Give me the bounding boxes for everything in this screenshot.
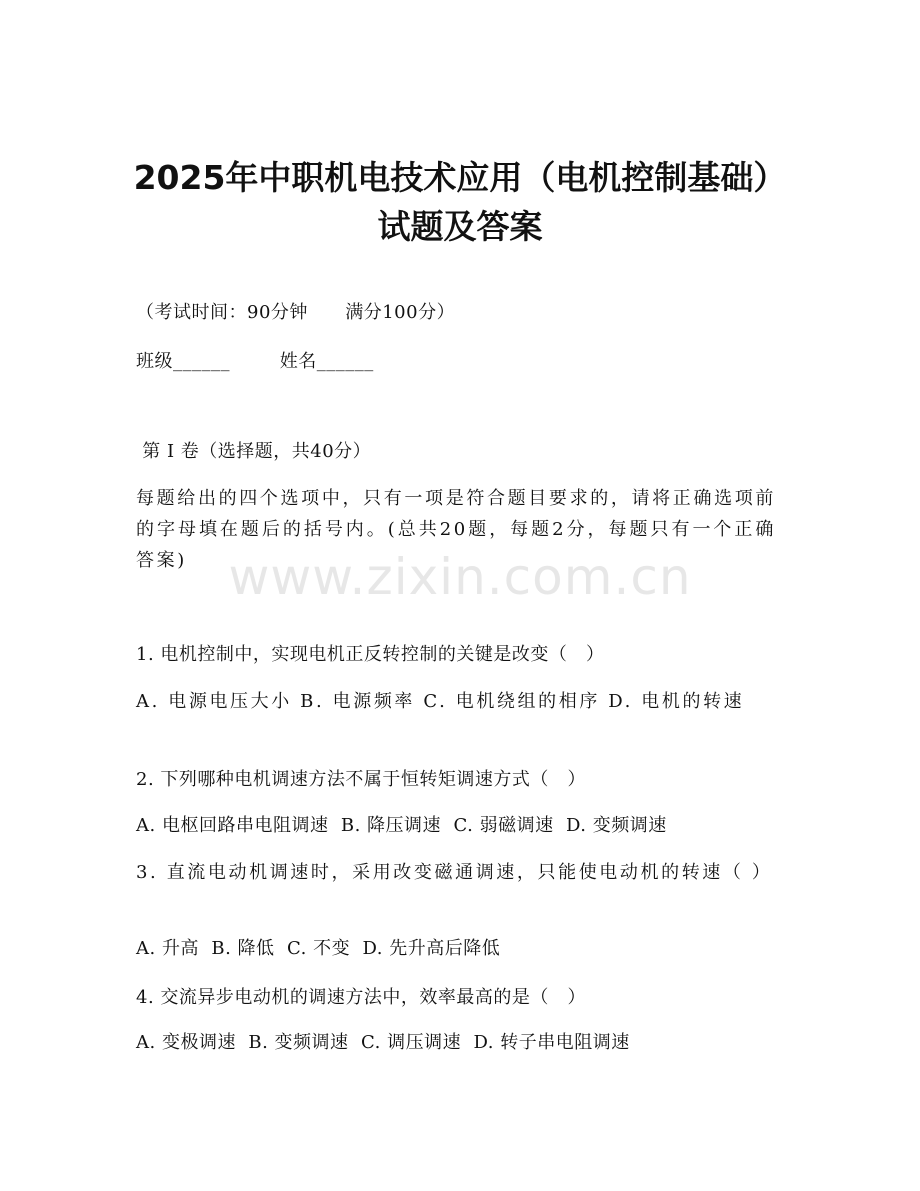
- page-title-line2: 试题及答案: [377, 207, 543, 246]
- question-1-options: A. 电源电压大小 B. 电源频率 C. 电机绕组的相序 D. 电机的转速: [136, 691, 745, 712]
- question-1-stem: 1. 电机控制中，实现电机正反转控制的关键是改变（ ）: [136, 644, 605, 665]
- watermark: www.zixin.com.cn: [228, 548, 692, 606]
- section-instructions: 每题给出的四个选项中，只有一项是符合题目要求的，请将正确选项前的字母填在题后的括号内。(总共20题，每题2分，每题只有一个正确答案): [136, 488, 776, 571]
- question-2-stem: 2. 下列哪种电机调速方法不属于恒转矩调速方式（ ）: [136, 769, 587, 790]
- question-2-options: A. 电枢回路串电阻调速 B. 降压调速 C. 弱磁调速 D. 变频调速: [136, 815, 667, 836]
- question-3-options: A. 升高 B. 降低 C. 不变 D. 先升高后降低: [136, 938, 501, 959]
- exam-time-score: （考试时间：90分钟 满分100分）: [136, 302, 456, 323]
- question-4-stem: 4. 交流异步电动机的调速方法中，效率最高的是（ ）: [136, 987, 587, 1008]
- question-3-stem: 3. 直流电动机调速时，采用改变磁通调速，只能使电动机的转速（ ）: [136, 862, 773, 883]
- question-4-options: A. 变极调速 B. 变频调速 C. 调压调速 D. 转子串电阻调速: [136, 1032, 630, 1053]
- page-title-line1: 2025年中职机电技术应用（电机控制基础）: [133, 158, 787, 197]
- section-heading: 第 I 卷（选择题，共40分）: [136, 441, 372, 462]
- class-name-fields: 班级______ 姓名______: [136, 351, 374, 372]
